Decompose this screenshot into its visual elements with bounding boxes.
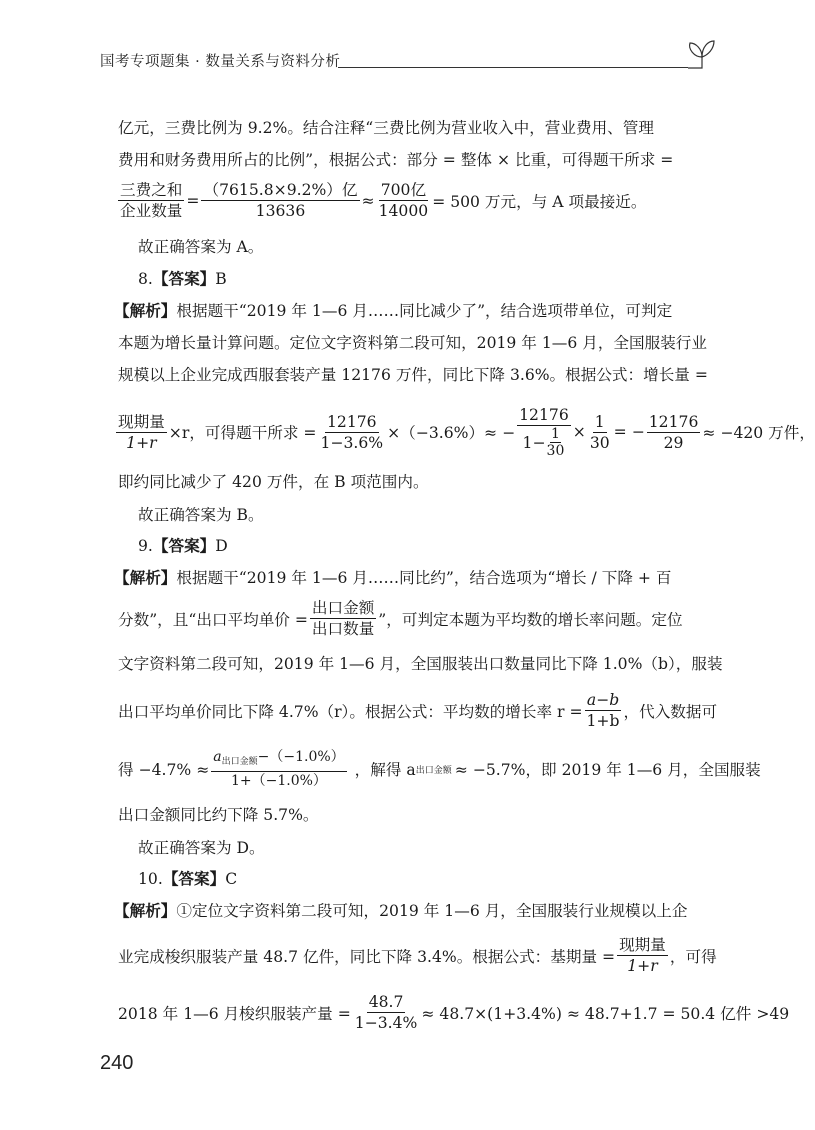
q8-answer: 8.【答案】B [138,270,227,288]
formula-line: 2018 年 1—6 月梭织服装产量 = $\frac{48.7}{1-3.4\%}$ ≈ 48.7×(1+3.4%) ≈ 48.7+1.7 = 50.4 亿件 >49 [118,993,790,1032]
text-line: 【解析】根据题干“2019 年 1—6 月……同比减少了”，结合选项带单位，可判定 [114,302,673,320]
formula-line: $\frac{\text{三费之和}}{\text{企业数量}}$ = $\frac{\text{（7615.8×9.2\%）亿}}{13636}$ ≈ $\frac{\text{700亿}}{14000}$ = 500 万元，与 A 项最接近。 [120,181,647,220]
formula-line: 业完成梭织服装产量 48.7 亿件，同比下降 3.4%。根据公式：基期量 = $\frac{\text{现期量}}{1+r}$ ，可得 [118,936,717,975]
text-line: 费用和财务费用所占的比例”，根据公式：部分 = 整体 × 比重，可得题干所求 = [118,151,674,169]
answer-conclusion: 故正确答案为 B。 [138,506,264,524]
sprout-icon [684,35,716,71]
fraction: 12176 1− $\frac{1}{30}$ [519,406,569,459]
fraction: $\frac{a_{出口金额}-(-1.0\%)}{1+(-1.0\%)}$ [213,749,345,789]
formula-line: $\frac{\text{现期量}}{1+r}$ ×r，可得题干所求 = $\frac{12176}{1-3.6\%}$ ×（−3.6%）≈ − 12176 1− $\frac{1}{30}$ × $\frac{1}{30}$ = − $\frac{12176}{29}$ ≈ −420 万件， [118,406,815,459]
text-line: 本题为增长量计算问题。定位文字资料第二段可知，2019 年 1—6 月，全国服装行业 [118,334,707,352]
answer-conclusion: 故正确答案为 A。 [138,238,264,256]
fraction: $\frac{\text{出口金额}}{\text{出口数量}}$ [311,599,375,638]
fraction: $\frac{\text{现期量}}{1+r}$ [118,412,165,452]
fraction: $\frac{12176}{1-3.6\%}$ [320,412,384,452]
fraction: $\frac{\text{（7615.8×9.2\%）亿}}{13636}$ [203,181,358,220]
text-line: 出口金额同比约下降 5.7%。 [118,806,319,824]
fraction: $\frac{a-b}{1+b}$ [586,691,620,730]
formula-line: 得 −4.7% ≈ $\frac{a_{出口金额}-(-1.0\%)}{1+(-1.0\%)}$ ，解得 a 出口金额 ≈ −5.7%，即 2019 年 1—6 月，全国服装 [118,749,761,789]
page-number: 240 [100,1052,134,1074]
text-line: 规模以上企业完成西服套装产量 12176 万件，同比下降 3.6%。根据公式：增长量 = [118,366,708,384]
fraction: $\frac{\text{三费之和}}{\text{企业数量}}$ [120,181,183,220]
fraction: $\frac{1}{30}$ [589,412,610,452]
formula-line: 分数”，且“出口平均单价 = $\frac{\text{出口金额}}{\text{出口数量}}$ ”，可判定本题为平均数的增长率问题。定位 [118,599,683,638]
text-line: 【解析】①定位文字资料第二段可知，2019 年 1—6 月，全国服装行业规模以上企 [114,902,688,920]
text-line: 即约同比减少了 420 万件，在 B 项范围内。 [118,473,429,491]
fraction: $\frac{\text{现期量}}{1+r}$ [619,936,666,975]
text-line: 文字资料第二段可知，2019 年 1—6 月，全国服装出口数量同比下降 1.0%（b），服装 [118,655,723,673]
q10-answer: 10.【答案】C [138,870,238,888]
fraction: $\frac{\text{700亿}}{14000}$ [378,181,429,220]
q9-answer: 9.【答案】D [138,537,228,555]
answer-conclusion: 故正确答案为 D。 [138,839,265,857]
fraction: $\frac{48.7}{1-3.4\%}$ [354,993,418,1032]
text-line: 亿元，三费比例为 9.2%。结合注释“三费比例为营业收入中，营业费用、管理 [118,119,654,137]
running-header: 国考专项题集 · 数量关系与资料分析 [100,54,341,70]
text-line: 【解析】根据题干“2019 年 1—6 月……同比约”，结合选项为“增长 / 下降 + 百 [114,569,672,587]
header-rule [338,67,688,68]
formula-line: 出口平均单价同比下降 4.7%（r）。根据公式：平均数的增长率 r = $\frac{a-b}{1+b}$ ，代入数据可 [118,691,718,730]
fraction: $\frac{12176}{29}$ [648,412,699,452]
